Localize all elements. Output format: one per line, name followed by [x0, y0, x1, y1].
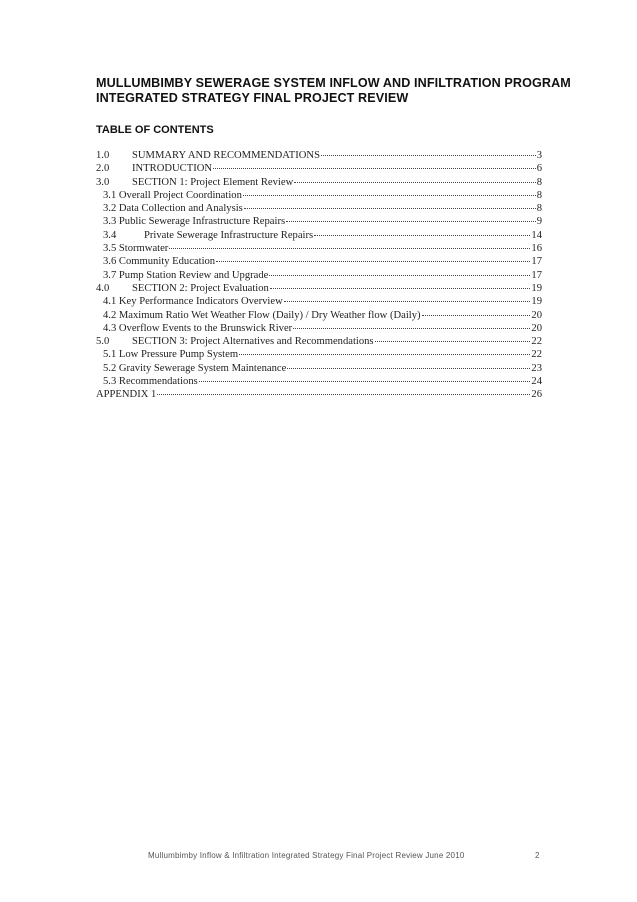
toc-entry-label: 4.2 Maximum Ratio Wet Weather Flow (Daily) / Dry Weather flow (Daily): [103, 309, 421, 321]
toc-entry-label: 3.7 Pump Station Review and Upgrade: [103, 269, 269, 281]
footer-text: Mullumbimby Inflow & Infiltration Integrated Strategy Final Project Review June 2010: [148, 851, 465, 860]
toc-dot-leader: [244, 207, 536, 209]
toc-entry[interactable]: [96, 149, 542, 162]
toc-dot-leader: [375, 340, 531, 342]
toc-dot-leader: [239, 353, 530, 355]
toc-entry[interactable]: [96, 388, 542, 401]
toc-entry-label: INTRODUCTION: [132, 163, 213, 175]
toc-dot-leader: [284, 300, 531, 302]
toc-entry-page-number: 26: [531, 389, 542, 401]
toc-entry-page-number: 8: [536, 176, 542, 188]
toc-dot-leader: [243, 194, 536, 196]
toc-entry-label: 3.3 Public Sewerage Infrastructure Repairs: [103, 216, 286, 228]
toc-entry-label: 3.6 Community Education: [103, 256, 216, 268]
toc-entry-page-number: 9: [536, 216, 542, 228]
toc-entry[interactable]: [96, 215, 542, 228]
toc-entry[interactable]: [96, 322, 542, 335]
toc-dot-leader: [157, 393, 530, 395]
toc-entry-number: 1.0: [96, 150, 110, 161]
toc-entry[interactable]: [96, 282, 542, 295]
toc-entry-label: 5.1 Low Pressure Pump System: [103, 349, 239, 361]
toc-entry[interactable]: [96, 335, 542, 348]
toc-dot-leader: [199, 380, 531, 382]
toc-entry[interactable]: [96, 375, 542, 388]
toc-entry-page-number: 14: [531, 229, 542, 241]
toc-dot-leader: [287, 367, 530, 369]
toc-dot-leader: [422, 314, 531, 316]
toc-entry[interactable]: [96, 362, 542, 375]
toc-entry-label: Private Sewerage Infrastructure Repairs: [144, 229, 314, 241]
toc-entry-page-number: 3: [536, 150, 542, 161]
toc-entry[interactable]: [96, 269, 542, 282]
toc-entry-page-number: 8: [536, 203, 542, 215]
toc-entry-page-number: 24: [531, 376, 542, 388]
toc-entry-label: SECTION 2: Project Evaluation: [132, 282, 269, 294]
toc-entry-page-number: 19: [531, 282, 542, 294]
toc-dot-leader: [293, 327, 530, 329]
toc-entry-number: 3.4: [103, 229, 117, 241]
toc-entry-page-number: 16: [531, 243, 542, 255]
toc-entry-page-number: 20: [531, 309, 542, 321]
toc-entry-label: 3.5 Stormwater: [103, 243, 169, 255]
toc-entry-label: 4.1 Key Performance Indicators Overview: [103, 296, 283, 308]
toc-entry-label: 3.2 Data Collection and Analysis: [103, 203, 243, 215]
toc-entry[interactable]: [96, 295, 542, 308]
toc-entry-label: SECTION 1: Project Element Review: [132, 176, 294, 188]
toc-dot-leader: [169, 247, 530, 249]
toc-entry[interactable]: [96, 348, 542, 361]
toc-dot-leader: [216, 260, 530, 262]
toc-entry[interactable]: [96, 162, 542, 175]
toc-entry-label: SECTION 3: Project Alternatives and Recommendations: [132, 336, 374, 348]
toc-entry-label: 5.2 Gravity Sewerage System Maintenance: [103, 362, 287, 374]
toc-entry-label: 5.3 Recommendations: [103, 376, 198, 388]
toc-entry-label: APPENDIX 1: [96, 389, 157, 401]
toc-entry-number: 5.0: [96, 336, 110, 348]
toc-entry[interactable]: [96, 242, 542, 255]
toc-entry-page-number: 19: [531, 296, 542, 308]
toc-entry-page-number: 20: [531, 322, 542, 334]
toc-dot-leader: [321, 154, 536, 156]
toc-dot-leader: [270, 287, 531, 289]
toc-entry-page-number: 22: [531, 349, 542, 361]
toc-entry[interactable]: [96, 229, 542, 242]
toc-entry-page-number: 17: [531, 269, 542, 281]
toc-dot-leader: [294, 181, 535, 183]
toc-entry-label: SUMMARY AND RECOMMENDATIONS: [132, 150, 320, 161]
toc-entry-label: 4.3 Overflow Events to the Brunswick River: [103, 322, 293, 334]
toc-dot-leader: [286, 220, 536, 222]
footer-page-number: 2: [535, 851, 540, 860]
toc-entry-page-number: 6: [536, 163, 542, 175]
toc-heading: TABLE OF CONTENTS: [96, 124, 214, 136]
toc-entry-number: 3.0: [96, 176, 110, 188]
toc-entry-label: 3.1 Overall Project Coordination: [103, 189, 242, 201]
toc-dot-leader: [314, 234, 530, 236]
toc-entry-number: 4.0: [96, 282, 110, 294]
toc-entry-number: 2.0: [96, 163, 110, 175]
toc-entry[interactable]: [96, 176, 542, 189]
toc-entry-page-number: 23: [531, 362, 542, 374]
toc-dot-leader: [213, 167, 536, 169]
toc-entry[interactable]: [96, 309, 542, 322]
toc-entry[interactable]: [96, 255, 542, 268]
toc-entry[interactable]: [96, 189, 542, 202]
toc-entry-page-number: 22: [531, 336, 542, 348]
toc-entry-page-number: 17: [531, 256, 542, 268]
toc-dot-leader: [269, 274, 530, 276]
toc-entry-page-number: 8: [536, 189, 542, 201]
table-of-contents: [96, 149, 542, 402]
document-title: MULLUMBIMBY SEWERAGE SYSTEM INFLOW AND INFILTRATION PROGRAM INTEGRATED STRATEGY FINAL PROJECT REVIEW: [96, 76, 571, 105]
toc-entry[interactable]: [96, 202, 542, 215]
